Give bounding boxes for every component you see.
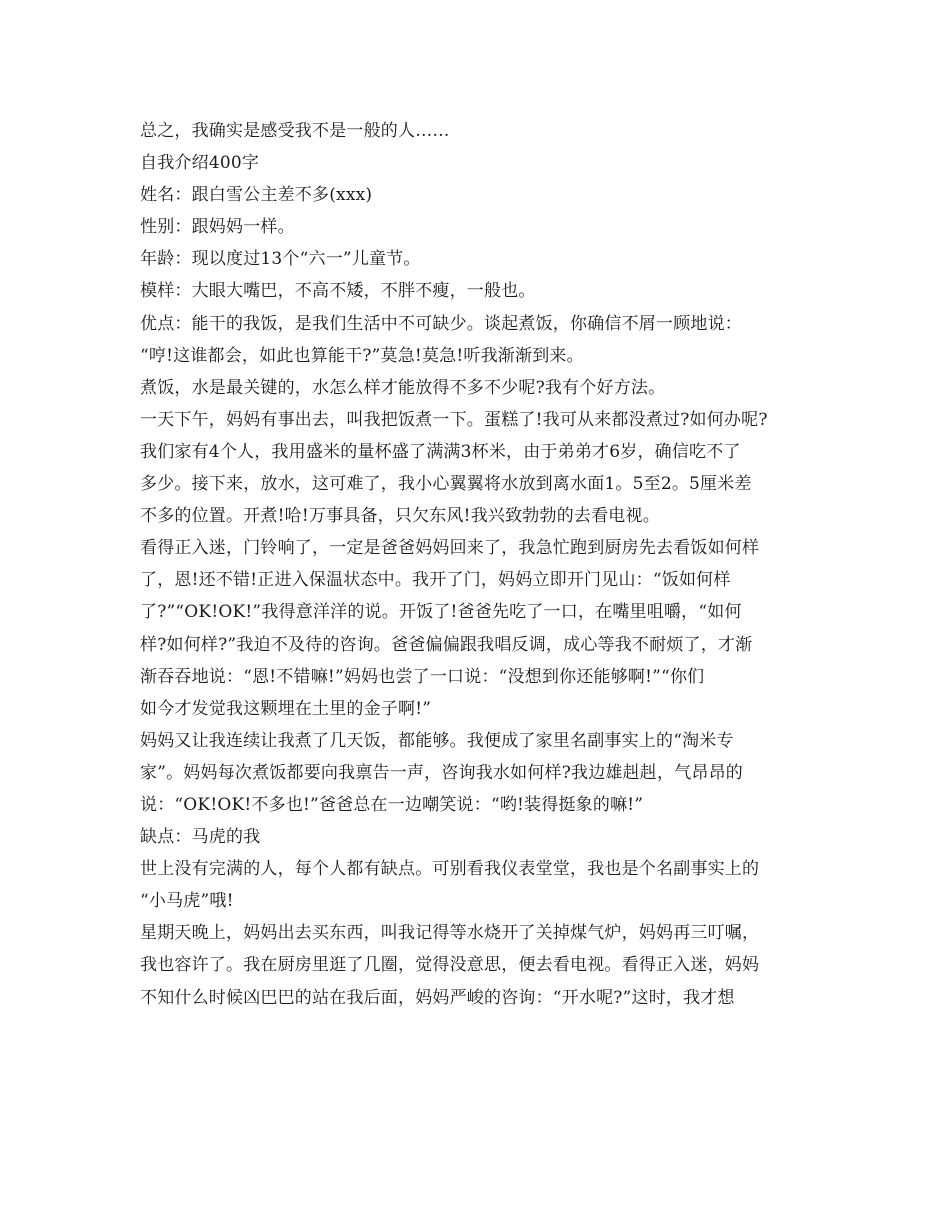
text-line: 妈妈又让我连续让我煮了几天饭，都能够。我便成了家里名副事实上的“淘米专: [140, 730, 734, 751]
text-line: 看得正入迷，门铃响了，一定是爸爸妈妈回来了，我急忙跑到厨房先去看饭如何样: [140, 538, 760, 559]
text-line: 了，恩!还不错!正进入保温状态中。我开了门，妈妈立即开门见山：“饭如何样: [140, 570, 731, 591]
text-line: 星期天晚上，妈妈出去买东西，叫我记得等水烧开了关掉煤气炉，妈妈再三叮嘱，: [140, 923, 760, 944]
text-line: 性别：跟妈妈一样。: [140, 217, 295, 238]
text-line: 总之，我确实是感受我不是一般的人……: [140, 121, 450, 141]
text-line: 世上没有完满的人，每个人都有缺点。可别看我仪表堂堂，我也是个名副事实上的: [140, 859, 760, 880]
text-line: 一天下午，妈妈有事出去，叫我把饭煮一下。蛋糕了!我可从来都没煮过?如何办呢?: [140, 409, 768, 430]
text-line: 煮饭，水是最关键的，水怎么样才能放得不多不少呢?我有个好方法。: [140, 377, 666, 398]
document-body: [140, 115, 820, 1014]
text-line: 姓名：跟白雪公主差不多(xxx): [140, 185, 373, 206]
text-line: 如今才发觉我这颗埋在土里的金子啊!”: [140, 698, 432, 719]
text-line: “小马虎”哦!: [140, 891, 234, 912]
text-line: 不多的位置。开煮!哈!万事具备，只欠东风!我兴致勃勃的去看电视。: [140, 506, 660, 527]
text-line: 我也容许了。我在厨房里逛了几圈，觉得没意思，便去看电视。看得正入迷，妈妈: [140, 955, 760, 976]
text-line: 了?”“OK!OK!”我得意洋洋的说。开饭了!爸爸先吃了一口，在嘴里咀嚼，“如何: [140, 602, 742, 623]
text-line: 多少。接下来，放水，这可难了，我小心翼翼将水放到离水面1。5至2。5厘米差: [140, 474, 752, 495]
text-line: 优点：能干的我饭，是我们生活中不可缺少。谈起煮饭，你确信不屑一顾地说：: [140, 313, 742, 334]
text-line: “哼!这谁都会，如此也算能干?”莫急!莫急!听我渐渐到来。: [140, 345, 584, 366]
text-line: 渐吞吞地说：“恩!不错嘛!”妈妈也尝了一口说：“没想到你还能够啊!”“你们: [140, 666, 705, 687]
text-line: 缺点：马虎的我: [140, 827, 261, 848]
text-line: 说：“OK!OK!不多也!”爸爸总在一边嘲笑说：“哟!装得挺象的嘛!”: [140, 794, 644, 815]
text-line: 模样：大眼大嘴巴，不高不矮，不胖不瘦，一般也。: [140, 281, 536, 302]
text-line: 我们家有4个人，我用盛米的量杯盛了满满3杯米，由于弟弟才6岁，确信吃不了: [140, 441, 741, 462]
text-line: 自我介绍400字: [140, 153, 260, 174]
text-line: 年龄：现以度过13个“六一”儿童节。: [140, 249, 421, 270]
text-line: 家”。妈妈每次煮饭都要向我禀告一声，咨询我水如何样?我边雄赳赳，气昂昂的: [140, 762, 744, 783]
text-line: 样?如何样?”我迫不及待的咨询。爸爸偏偏跟我唱反调，成心等我不耐烦了，才渐: [140, 634, 753, 655]
text-line: 不知什么时候凶巴巴的站在我后面，妈妈严峻的咨询：“开水呢?”这时，我才想: [140, 987, 735, 1008]
